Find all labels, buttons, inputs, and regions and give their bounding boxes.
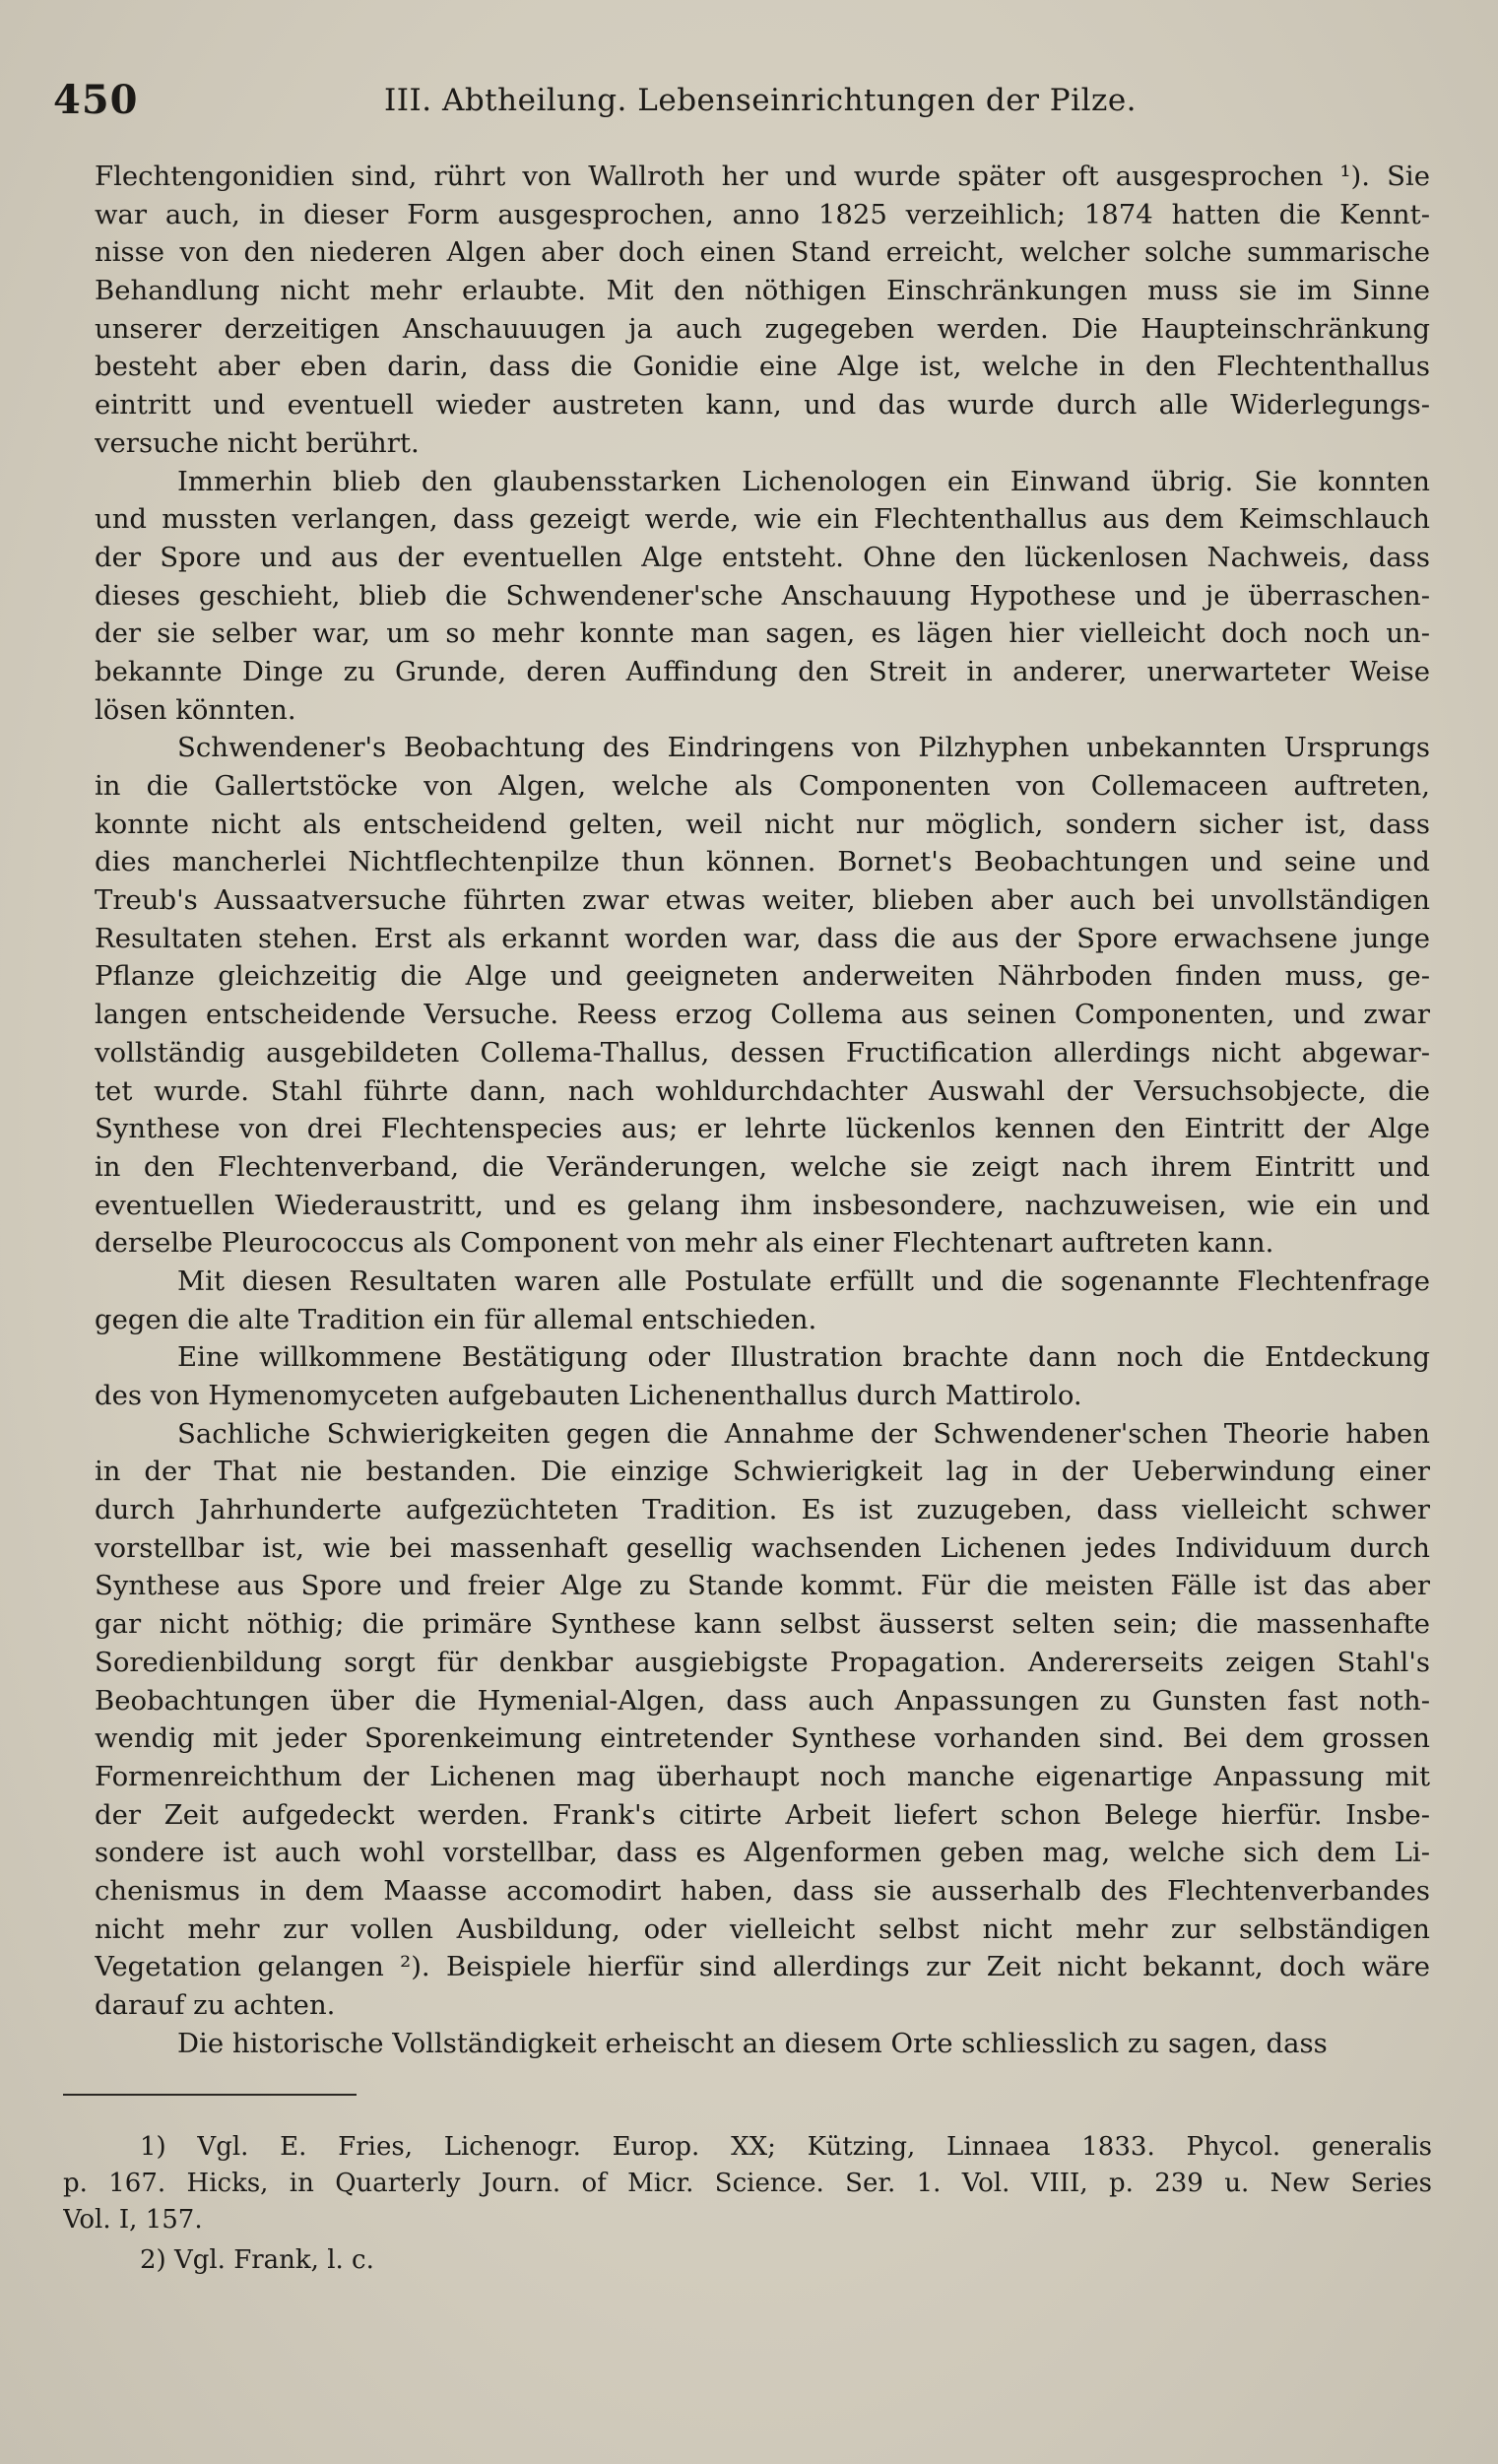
- text-line: chenismus in dem Maasse accomodirt haben, dass sie ausserhalb des Flechtenverbandes: [95, 1874, 1430, 1907]
- text-line: Synthese von drei Flechtenspecies aus; er lehrte lückenlos kennen den Eintritt der Alge: [95, 1113, 1430, 1145]
- paragraph: [95, 1338, 1430, 1414]
- paragraph: [95, 729, 1430, 1263]
- text-line: wendig mit jeder Sporenkeimung eintretender Synthese vorhanden sind. Bei dem grossen: [95, 1722, 1430, 1755]
- text-line: Die historische Vollständigkeit erheischt an diesem Orte schliesslich zu sagen, dass: [177, 2027, 1328, 2059]
- paragraph: [95, 2025, 1430, 2063]
- text-line: Resultaten stehen. Erst als erkannt worden war, dass die aus der Spore erwachsene junge: [95, 922, 1430, 954]
- text-line: in der That nie bestanden. Die einzige Schwierigkeit lag in der Ueberwindung einer: [95, 1456, 1430, 1488]
- running-head: III. Abtheilung. Lebenseinrichtungen der Pilze.: [384, 83, 1138, 118]
- text-line: Synthese aus Spore und freier Alge zu Stande kommt. Für die meisten Fälle ist das aber: [95, 1570, 1430, 1602]
- text-line: Vegetation gelangen ²). Beispiele hierfür sind allerdings zur Zeit nicht bekannt, doch wäre: [95, 1951, 1430, 1983]
- text-line: Treub's Aussaatversuche führten zwar etwas weiter, blieben aber auch bei unvollständigen: [95, 884, 1430, 917]
- footnote-line: Vol. I, 157.: [63, 2205, 203, 2235]
- paragraph: [95, 1415, 1430, 2025]
- paragraph: [95, 1263, 1430, 1338]
- text-line: war auch, in dieser Form ausgesprochen, anno 1825 verzeihlich; 1874 hatten die Kennt-: [95, 198, 1430, 230]
- text-line: konnte nicht als entscheidend gelten, weil nicht nur möglich, sondern sicher ist, dass: [95, 808, 1430, 840]
- text-line: Eine willkommene Bestätigung oder Illustration brachte dann noch die Entdeckung: [177, 1341, 1430, 1374]
- text-line: unserer derzeitigen Anschauuugen ja auch zugegeben werden. Die Haupteinschränkung: [95, 312, 1430, 345]
- text-line: derselbe Pleurococcus als Component von mehr als einer Flechtenart auftreten kann.: [95, 1227, 1274, 1260]
- footnote-line: 1) Vgl. E. Fries, Lichenogr. Europ. XX; Kützing, Linnaea 1833. Phycol. generalis: [140, 2132, 1432, 2162]
- footnote: [63, 2242, 1432, 2279]
- footnote-line: p. 167. Hicks, in Quarterly Journ. of Micr. Science. Ser. 1. Vol. VIII, p. 239 u. New Series: [63, 2169, 1432, 2198]
- text-line: sondere ist auch wohl vorstellbar, dass es Algenformen geben mag, welche sich dem Li-: [95, 1837, 1430, 1869]
- text-line: gegen die alte Tradition ein für allemal entschieden.: [95, 1303, 817, 1335]
- text-line: Sachliche Schwierigkeiten gegen die Annahme der Schwendener'schen Theorie haben: [177, 1417, 1430, 1450]
- text-line: durch Jahrhunderte aufgezüchteten Tradition. Es ist zuzugeben, dass vielleicht schwer: [95, 1494, 1430, 1526]
- text-line: des von Hymenomyceten aufgebauten Lichenenthallus durch Mattirolo.: [95, 1380, 1082, 1411]
- text-line: bekannte Dinge zu Grunde, deren Auffindung den Streit in anderer, unerwarteter Weise: [95, 655, 1430, 687]
- text-line: tet wurde. Stahl führte dann, nach wohldurchdachter Auswahl der Versuchsobjecte, die: [95, 1074, 1430, 1107]
- text-line: besteht aber eben darin, dass die Gonidie eine Alge ist, welche in den Flechtenthallus: [95, 351, 1430, 383]
- footnote-rule: [63, 2094, 357, 2096]
- text-line: Mit diesen Resultaten waren alle Postulate erfüllt und die sogenannte Flechtenfrage: [177, 1264, 1430, 1297]
- text-line: Soredienbildung sorgt für denkbar ausgiebigste Propagation. Andererseits zeigen Stahl's: [95, 1646, 1430, 1678]
- text-line: eintritt und eventuell wieder austreten kann, und das wurde durch alle Widerlegungs-: [95, 389, 1430, 421]
- text-line: lösen könnten.: [95, 693, 296, 726]
- footnotes: [63, 2129, 1432, 2279]
- text-line: der Zeit aufgedeckt werden. Frank's citirte Arbeit liefert schon Belege hierfür. Insbe-: [95, 1798, 1430, 1831]
- text-line: der Spore und aus der eventuellen Alge entsteht. Ohne den lückenlosen Nachweis, dass: [95, 541, 1430, 573]
- paragraph: [95, 158, 1430, 463]
- text-line: gar nicht nöthig; die primäre Synthese kann selbst äusserst selten sein; die massenhafte: [95, 1608, 1430, 1641]
- text-line: nicht mehr zur vollen Ausbildung, oder vielleicht selbst nicht mehr zur selbständigen: [95, 1913, 1430, 1945]
- text-line: und mussten verlangen, dass gezeigt werde, wie ein Flechtenthallus aus dem Keimschlauch: [95, 503, 1430, 536]
- text-line: nisse von den niederen Algen aber doch einen Stand erreicht, welcher solche summarische: [95, 236, 1430, 269]
- footnote: [63, 2129, 1432, 2238]
- text-line: vorstellbar ist, wie bei massenhaft gesellig wachsenden Lichenen jedes Individuum durch: [95, 1531, 1430, 1564]
- text-line: Immerhin blieb den glaubensstarken Lichenologen ein Einwand übrig. Sie konnten: [177, 465, 1430, 497]
- footnote-line: 2) Vgl. Frank, l. c.: [140, 2245, 374, 2275]
- text-line: versuche nicht berührt.: [95, 426, 420, 459]
- body-text: [95, 158, 1430, 2062]
- text-line: langen entscheidende Versuche. Reess erzog Collema aus seinen Componenten, und zwar: [95, 999, 1430, 1031]
- text-line: Behandlung nicht mehr erlaubte. Mit den nöthigen Einschränkungen muss sie im Sinne: [95, 275, 1430, 307]
- page-header: [53, 77, 1442, 136]
- text-line: Schwendener's Beobachtung des Eindringens von Pilzhyphen unbekannten Ursprungs: [177, 732, 1430, 764]
- text-line: Flechtengonidien sind, rührt von Wallroth her und wurde später oft ausgesprochen ¹). Sie: [95, 161, 1430, 192]
- text-line: Pflanze gleichzeitig die Alge und geeigneten anderweiten Nährboden finden muss, ge-: [95, 960, 1430, 993]
- text-line: Beobachtungen über die Hymenial-Algen, dass auch Anpassungen zu Gunsten fast noth-: [95, 1684, 1430, 1717]
- text-line: vollständig ausgebildeten Collema-Thallus, dessen Fructification allerdings nicht abgewar-: [95, 1036, 1430, 1069]
- text-line: in die Gallertstöcke von Algen, welche als Componenten von Collemaceen auftreten,: [95, 770, 1430, 802]
- text-line: in den Flechtenverband, die Veränderungen, welche sie zeigt nach ihrem Eintritt und: [95, 1150, 1430, 1183]
- text-line: Formenreichthum der Lichenen mag überhaupt noch manche eigenartige Anpassung mit: [95, 1760, 1430, 1792]
- paragraph: [95, 463, 1430, 730]
- text-line: der sie selber war, um so mehr konnte man sagen, es lägen hier vielleicht doch noch un-: [95, 617, 1430, 650]
- page-number: 450: [53, 77, 139, 123]
- text-line: dieses geschieht, blieb die Schwendener'sche Anschauung Hypothese und je überraschen-: [95, 579, 1430, 612]
- text-line: darauf zu achten.: [95, 1989, 336, 2021]
- text-line: eventuellen Wiederaustritt, und es gelang ihm insbesondere, nachzuweisen, wie ein und: [95, 1189, 1430, 1221]
- text-line: dies mancherlei Nichtflechtenpilze thun können. Bornet's Beobachtungen und seine und: [95, 846, 1430, 878]
